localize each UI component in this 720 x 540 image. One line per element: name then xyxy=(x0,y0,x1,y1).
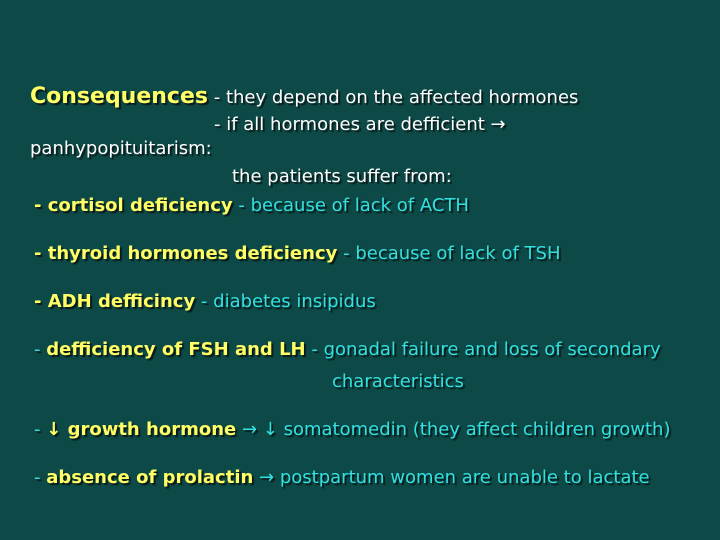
list-item-text: diabetes insipidus xyxy=(213,291,376,312)
list-item-prefix: - xyxy=(34,243,48,264)
list-item-separator: → xyxy=(253,467,280,488)
list-item-term: thyroid hormones deficiency xyxy=(47,243,338,264)
list-item xyxy=(34,339,661,361)
list-item-term: absence of prolactin xyxy=(46,467,254,488)
list-item-text: somatomedin (they affect children growth) xyxy=(283,419,671,440)
slide-title: Consequences xyxy=(30,84,208,109)
intro-line-1-text: - they depend on the affected hormones xyxy=(208,87,579,108)
list-item-text: because of lack of TSH xyxy=(355,243,561,264)
intro-line-3: panhypopituitarism: xyxy=(30,138,212,159)
list-item xyxy=(34,291,376,313)
list-item-separator: - xyxy=(232,195,251,216)
list-item-text: postpartum women are unable to lactate xyxy=(279,467,650,488)
list-item-continuation: characteristics xyxy=(332,371,464,392)
list-item-prefix: - xyxy=(34,195,48,216)
list-item-prefix: - xyxy=(34,419,47,440)
list-item-prefix: - xyxy=(34,291,48,312)
intro-line-1 xyxy=(30,86,578,109)
list-item-prefix: - xyxy=(34,339,47,360)
list-item-term: cortisol deficiency xyxy=(47,195,233,216)
list-item xyxy=(34,419,670,441)
list-item-separator: - xyxy=(337,243,356,264)
intro-line-4: the patients suffer from: xyxy=(232,166,452,187)
list-item xyxy=(34,243,561,265)
list-item xyxy=(34,467,650,489)
intro-line-2: - if all hormones are defficient → xyxy=(214,114,506,135)
list-item-term: defficiency of FSH and LH xyxy=(46,339,306,360)
list-item-separator: - xyxy=(195,291,214,312)
list-item-prefix: - xyxy=(34,467,47,488)
list-item-term: ADH defficincy xyxy=(47,291,196,312)
list-item-text: because of lack of ACTH xyxy=(250,195,469,216)
list-item xyxy=(34,195,469,217)
list-item-term: ↓ growth hormone xyxy=(46,419,237,440)
list-item-separator: - xyxy=(305,339,324,360)
list-item-text: gonadal failure and loss of secondary xyxy=(323,339,661,360)
list-item-separator: → ↓ xyxy=(236,419,284,440)
